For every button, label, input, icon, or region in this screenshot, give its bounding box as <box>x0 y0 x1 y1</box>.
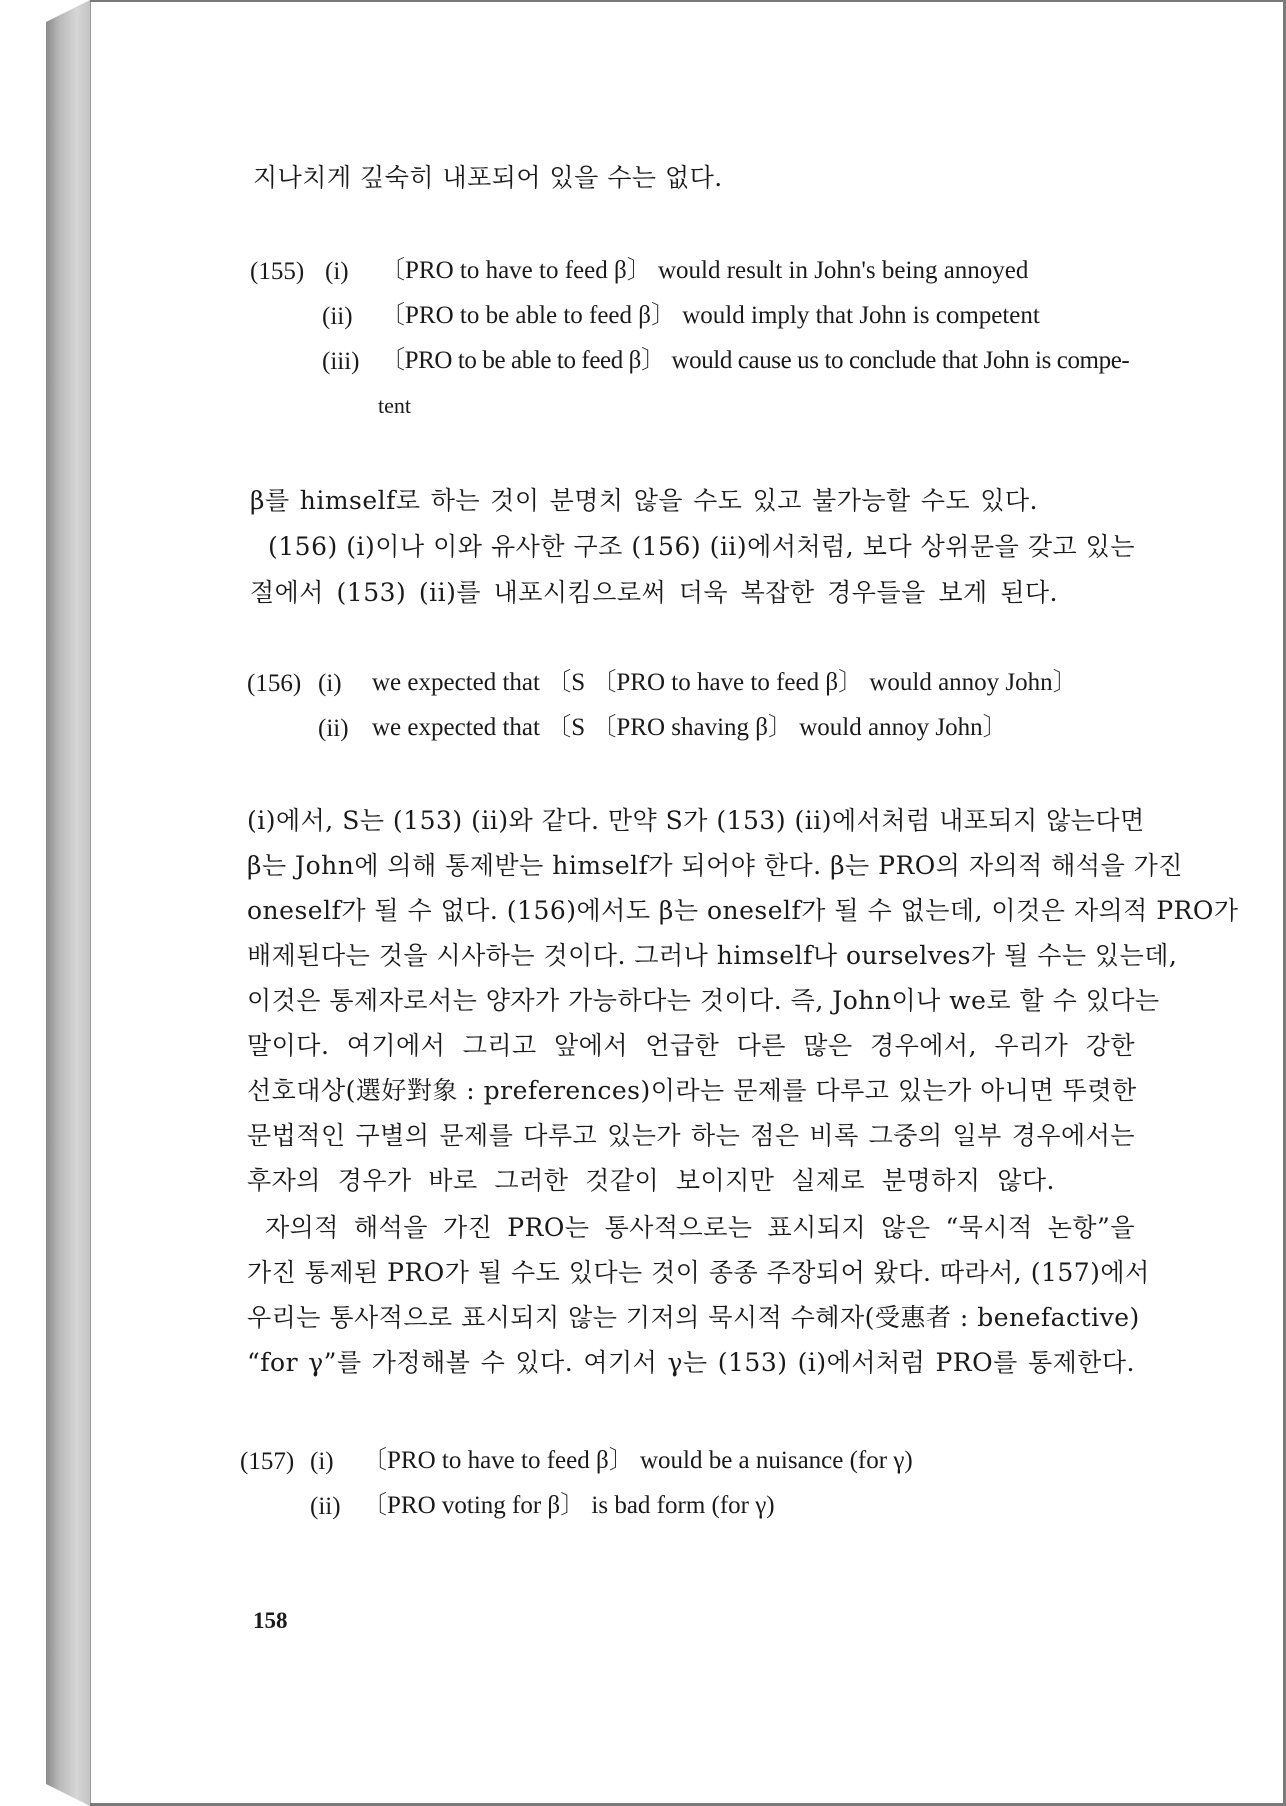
example-label: (ii) <box>318 715 349 742</box>
text-line: 이것은 통제자로서는 양자가 가능하다는 것이다. 즉, John이나 we로 할 수 있다는 <box>247 986 1160 1015</box>
example-line: 〔PRO to be able to feed β〕 would imply that John is competent <box>380 302 1040 329</box>
example-line: 〔PRO to be able to feed β〕 would cause us to conclude that John is compe- <box>380 347 1130 374</box>
example-label: (ii) <box>322 303 353 330</box>
page-border-top <box>90 0 1286 2</box>
example-number-155: (155) <box>250 258 305 285</box>
example-label: (ii) <box>310 1493 341 1520</box>
page-number: 158 <box>253 1608 288 1633</box>
example-label: (i) <box>325 258 349 285</box>
example-label: (i) <box>318 670 342 697</box>
text-line: 우리는 통사적으로 표시되지 않는 기저의 묵시적 수혜자(受惠者 : benefactive) <box>247 1303 1140 1332</box>
text-line: 선호대상(選好對象 : preferences)이라는 문제를 다루고 있는가 아니면 뚜렷한 <box>247 1076 1137 1105</box>
example-line: we expected that 〔S 〔PRO shaving β〕 would annoy John〕 <box>372 714 1008 741</box>
example-number-157: (157) <box>240 1448 295 1475</box>
text-line: oneself가 될 수 없다. (156)에서도 β는 oneself가 될 수 없는데, 이것은 자의적 PRO가 <box>247 896 1239 925</box>
text-line: (i)에서, S는 (153) (ii)와 같다. 만약 S가 (153) (ii)에서처럼 내포되지 않는다면 <box>247 806 1145 835</box>
book-spine <box>46 0 90 1806</box>
text-line: 자의적 해석을 가진 PRO는 통사적으로는 표시되지 않은 “묵시적 논항”을 <box>265 1213 1135 1242</box>
example-label: (i) <box>310 1448 334 1475</box>
text-line: 절에서 (153) (ii)를 내포시킴으로써 더욱 복잡한 경우들을 보게 된다. <box>250 578 1058 607</box>
example-number-156: (156) <box>247 670 302 697</box>
text-line: 가진 통제된 PRO가 될 수도 있다는 것이 종종 주장되어 왔다. 따라서, (157)에서 <box>247 1258 1150 1287</box>
text-line: “for γ”를 가정해볼 수 있다. 여기서 γ는 (153) (i)에서처럼 PRO를 통제한다. <box>247 1348 1135 1377</box>
example-line: 〔PRO to have to feed β〕 would be a nuisance (for γ) <box>362 1447 913 1474</box>
text-line: β를 himself로 하는 것이 분명치 않을 수도 있고 불가능할 수도 있다. <box>250 486 1038 515</box>
text-line: β는 John에 의해 통제받는 himself가 되어야 한다. β는 PRO의 자의적 해석을 가진 <box>247 851 1183 880</box>
example-line: we expected that 〔S 〔PRO to have to feed β〕 would annoy John〕 <box>372 669 1078 696</box>
example-line: 〔PRO voting for β〕 is bad form (for γ) <box>362 1492 775 1519</box>
text-line: 문법적인 구별의 문제를 다루고 있는가 하는 점은 비록 그중의 일부 경우에서는 <box>247 1121 1135 1150</box>
text-line: 말이다. 여기에서 그리고 앞에서 언급한 다른 많은 경우에서, 우리가 강한 <box>247 1031 1135 1060</box>
text-line: 후자의 경우가 바로 그러한 것같이 보이지만 실제로 분명하지 않다. <box>247 1166 1055 1195</box>
example-line: 〔PRO to have to feed β〕 would result in John's being annoyed <box>380 257 1029 284</box>
text-line: 지나치게 깊숙히 내포되어 있을 수는 없다. <box>253 163 723 192</box>
example-line: tent <box>378 393 411 418</box>
text-line: (156) (i)이나 이와 유사한 구조 (156) (ii)에서처럼, 보다 상위문을 갖고 있는 <box>268 532 1135 561</box>
example-label: (iii) <box>322 348 360 375</box>
text-line: 배제된다는 것을 시사하는 것이다. 그러나 himself나 ourselves가 될 수는 있는데, <box>247 941 1178 970</box>
